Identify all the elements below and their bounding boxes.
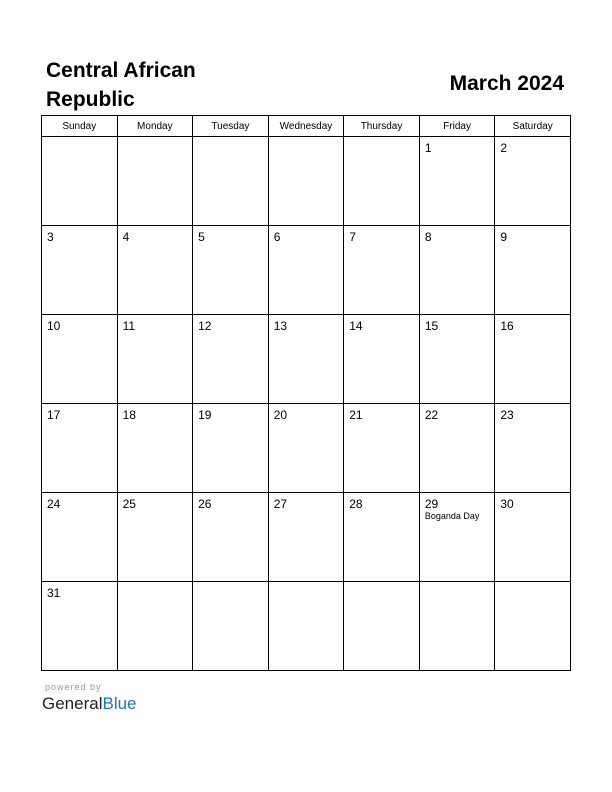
day-cell: [117, 315, 193, 404]
powered-by-text: powered by: [45, 682, 102, 692]
day-cell: [193, 582, 269, 671]
day-cell: [268, 493, 344, 582]
day-number: 14: [349, 319, 363, 333]
day-cell: [42, 226, 118, 315]
day-number: 20: [273, 408, 288, 422]
weekday-thursday: Thursday: [344, 116, 420, 137]
day-cell: [268, 404, 344, 493]
day-number: 15: [424, 319, 439, 333]
day-number: 19: [198, 408, 212, 422]
day-number: 10: [47, 319, 61, 333]
day-cell: [42, 404, 118, 493]
calendar-grid: [41, 115, 571, 671]
week-row: [42, 582, 571, 671]
day-cell: [344, 226, 420, 315]
day-number: 7: [349, 230, 356, 244]
day-number: 9: [500, 230, 508, 244]
day-cell: [344, 404, 420, 493]
day-number: 16: [500, 319, 514, 333]
day-cell: [117, 582, 193, 671]
day-cell: [42, 315, 118, 404]
day-number: 24: [47, 497, 61, 511]
day-number: 2: [500, 141, 508, 155]
day-number: 8: [424, 230, 432, 244]
day-cell: [268, 226, 344, 315]
day-cell: [344, 315, 420, 404]
day-number: 3: [47, 230, 54, 244]
day-cell: [117, 493, 193, 582]
day-cell: [419, 582, 495, 671]
weekday-monday: Monday: [117, 116, 193, 137]
day-number: 30: [500, 497, 514, 511]
day-cell: [419, 404, 495, 493]
day-cell: [268, 582, 344, 671]
weekday-tuesday: Tuesday: [193, 116, 269, 137]
day-number: 11: [122, 319, 136, 333]
day-cell: [268, 137, 344, 226]
week-row: [42, 493, 571, 582]
day-cell: [42, 137, 118, 226]
day-cell: [419, 315, 495, 404]
day-cell: [193, 315, 269, 404]
day-number: 25: [122, 497, 136, 511]
day-cell: [495, 404, 571, 493]
generalblue-logo: [42, 694, 137, 714]
day-cell: [495, 493, 571, 582]
day-number: 29: [424, 497, 439, 511]
day-number: 1: [424, 141, 432, 155]
day-cell: [495, 315, 571, 404]
day-number: 27: [273, 497, 288, 511]
month-title: March 2024: [449, 72, 564, 95]
day-cell: [42, 582, 118, 671]
day-number: 13: [273, 319, 288, 333]
weekday-header-row: [42, 116, 571, 137]
day-cell: [193, 226, 269, 315]
day-cell: [344, 493, 420, 582]
day-cell: [193, 137, 269, 226]
week-row: [42, 226, 571, 315]
week-row: [42, 404, 571, 493]
day-number: 12: [198, 319, 212, 333]
day-cell: [495, 582, 571, 671]
day-cell: [193, 404, 269, 493]
day-cell: [268, 315, 344, 404]
day-cell: [419, 226, 495, 315]
day-number: 22: [424, 408, 439, 422]
logo-blue: Blue: [102, 694, 137, 713]
week-row: [42, 137, 571, 226]
day-number: 31: [47, 586, 61, 600]
day-cell: [117, 404, 193, 493]
day-cell: [193, 493, 269, 582]
logo-general: General: [42, 694, 103, 713]
weekday-friday: Friday: [419, 116, 495, 137]
day-cell: [344, 137, 420, 226]
day-number: 28: [349, 497, 363, 511]
day-cell: [42, 493, 118, 582]
weekday-saturday: Saturday: [495, 116, 571, 137]
day-number: 17: [47, 408, 61, 422]
holiday-label: Boganda Day: [424, 511, 480, 521]
day-number: 26: [198, 497, 212, 511]
day-number: 5: [198, 230, 205, 244]
day-number: 21: [349, 408, 363, 422]
day-number: 18: [122, 408, 136, 422]
day-cell: [419, 137, 495, 226]
country-title: Central African Republic: [46, 59, 196, 111]
day-cell: [495, 137, 571, 226]
day-cell: [495, 226, 571, 315]
day-number: 23: [500, 408, 514, 422]
day-cell: [419, 493, 495, 582]
day-number: 4: [122, 230, 130, 244]
week-row: [42, 315, 571, 404]
day-number: 6: [273, 230, 281, 244]
weekday-sunday: Sunday: [42, 116, 118, 137]
day-cell: [344, 582, 420, 671]
day-cell: [117, 226, 193, 315]
day-cell: [117, 137, 193, 226]
weekday-wednesday: Wednesday: [268, 116, 344, 137]
